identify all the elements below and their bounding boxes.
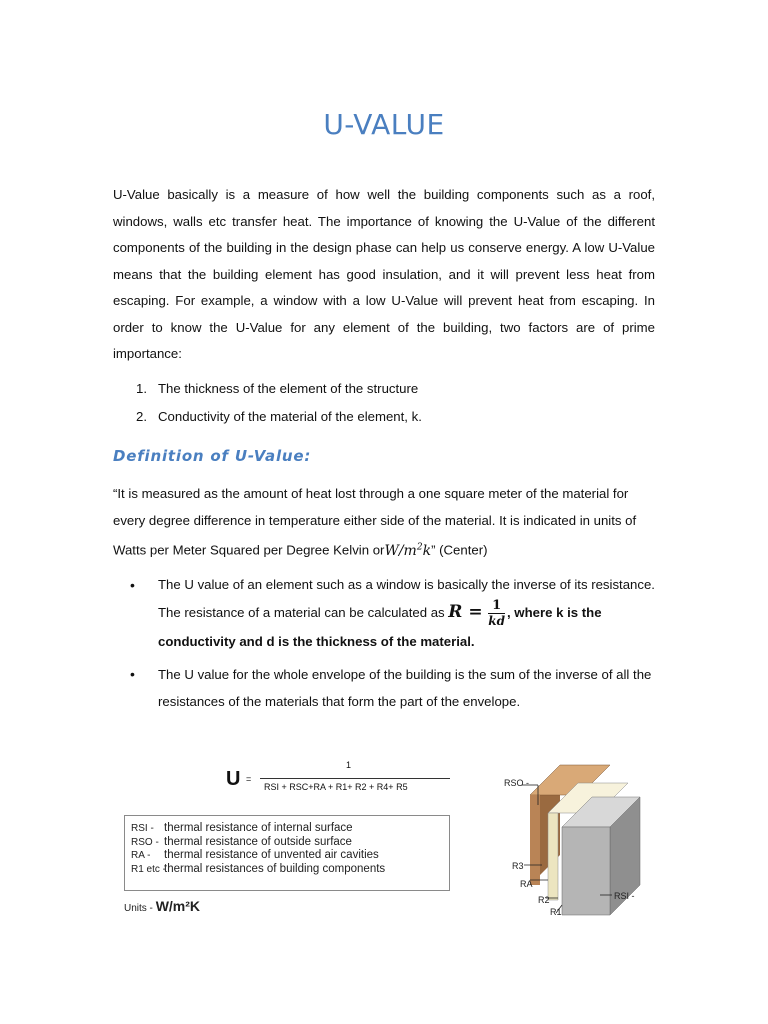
label-r3: R3	[512, 861, 524, 871]
unit-math	[384, 543, 431, 559]
unit-kelvin: k	[422, 542, 432, 559]
resistance-fraction	[488, 598, 505, 629]
label-rso: RSO -	[504, 778, 530, 788]
label-rsi: RSI -	[614, 891, 635, 901]
bullet-list	[113, 572, 658, 715]
units-line	[124, 898, 200, 914]
legend-text: thermal resistance of outside surface	[164, 835, 352, 848]
intro-paragraph: U-Value basically is a measure of how well the building components such as a roof, windows, walls etc transfer heat. The importance of knowing the U-Value of the different components of the building in the design phase can help us conserve energy. A low U-Value means that the building element has good insulation, and it will prevent less heat from escaping. For example, a window with a low U-Value will prevent heat from escaping. In order to know the U-Value for any element of the building, two factors are of prime importance:	[113, 187, 655, 361]
resistance-legend	[124, 815, 450, 891]
bullet-item	[113, 661, 658, 715]
fraction-numerator: 1	[488, 598, 505, 614]
list-text: The thickness of the element of the structure	[158, 381, 419, 396]
label-r2: R2	[538, 895, 550, 905]
formula-equals: =	[246, 774, 252, 784]
label-ra: RA	[520, 879, 533, 889]
formula-lhs: U	[226, 768, 241, 790]
legend-text: thermal resistances of building components	[164, 862, 386, 875]
legend-key: RSO -	[131, 836, 159, 848]
list-number: 2.	[136, 409, 147, 424]
list-number: 1.	[136, 381, 147, 396]
list-item	[136, 378, 422, 406]
formula-numerator: 1	[346, 760, 352, 770]
units-value: W/m²K	[155, 898, 201, 914]
unit-exponent: 2	[416, 542, 423, 552]
legend-row	[131, 863, 443, 877]
bullet-item	[113, 572, 658, 655]
fraction-bar	[260, 778, 450, 779]
definition-heading: Definition of U-Value:	[113, 447, 312, 465]
bullet-text: The U value of an element such as a window is basically the inverse of its resistance. The resistance of a material can be calculated as	[158, 577, 655, 620]
legend-key: RA -	[131, 850, 151, 861]
legend-row	[131, 849, 443, 863]
legend-row	[131, 836, 443, 850]
legend-text: thermal resistance of unvented air cavities	[164, 849, 379, 861]
legend-text: thermal resistance of internal surface	[164, 822, 353, 834]
factors-list	[136, 378, 422, 434]
bullet-text: The U value for the whole envelope of the building is the sum of the inverse of all the resistances of the materials that form the part of the envelope.	[158, 667, 652, 709]
definition-text: “It is measured as the amount of heat lost through a one square meter of the material for every degree difference in temperature either side of the material. It is indicated in units of Watts per Meter Squared per Degree Kelvin or	[113, 486, 637, 558]
u-value-formula	[226, 760, 426, 800]
resistance-symbol: R =	[448, 601, 483, 622]
legend-row	[131, 822, 443, 836]
legend-key: R1 etc -	[131, 863, 167, 875]
page-title: U-VALUE	[323, 108, 445, 141]
bullet-dot-icon: •	[130, 666, 135, 682]
unit-base: W/m	[384, 542, 417, 559]
definition-suffix: ” (Center)	[431, 542, 488, 558]
bullet-text-after: , where k is the conductivity and d is the thickness of the material.	[158, 604, 602, 649]
list-text: Conductivity of the material of the element, k.	[158, 409, 422, 424]
label-r1: R1	[550, 907, 562, 917]
bullet-dot-icon: •	[130, 577, 135, 593]
formula-denominator: RSI + RSC+RA + R1+ R2 + R4+ R5	[264, 782, 408, 792]
list-item	[136, 406, 422, 434]
legend-key: RSI -	[131, 823, 154, 834]
wall-layers-illustration	[500, 745, 670, 925]
fraction-denominator: kd	[488, 614, 505, 628]
definition-quote	[113, 480, 658, 565]
wall-layers-diagram	[500, 745, 670, 925]
units-label: Units -	[124, 903, 153, 914]
